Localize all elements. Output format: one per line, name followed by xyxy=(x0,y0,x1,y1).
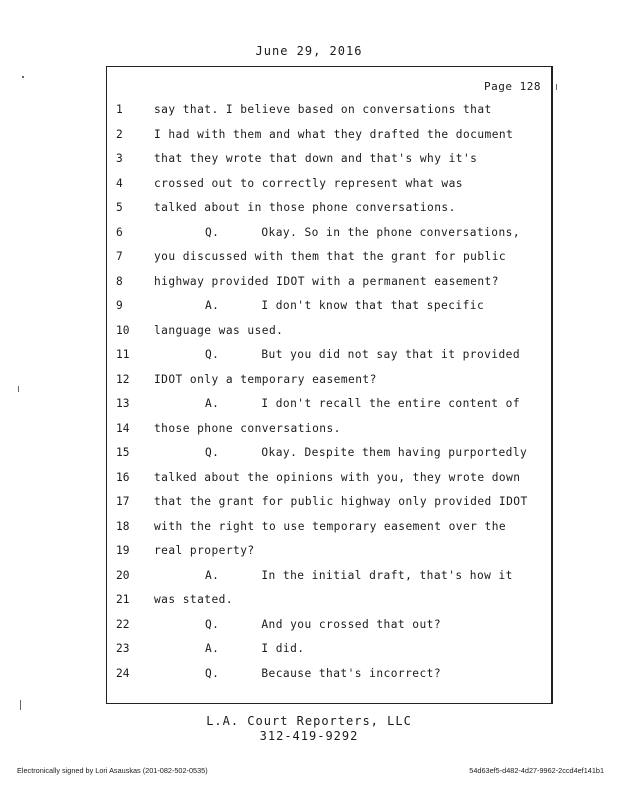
line-text: talked about the opinions with you, they wrote down xyxy=(154,470,521,484)
line-number: 1 xyxy=(116,103,123,116)
line-number: 11 xyxy=(116,348,130,361)
line-text: Okay. Despite them having purportedly xyxy=(261,446,528,459)
speaker-label: A. xyxy=(205,397,220,410)
line-number: 3 xyxy=(116,152,123,165)
transcript-line xyxy=(0,321,560,341)
scan-speck xyxy=(18,386,19,392)
transcript-line xyxy=(0,198,560,218)
transcript-line xyxy=(0,394,560,414)
electronic-signature: Electronically signed by Lori Asauskas (201-082-502-0535) xyxy=(17,766,208,775)
scan-speck xyxy=(556,84,557,90)
scan-speck xyxy=(22,76,24,78)
speaker-line xyxy=(205,296,484,316)
line-text-wrapper xyxy=(154,590,233,610)
line-text-wrapper xyxy=(154,517,506,537)
line-text: was stated. xyxy=(154,593,234,606)
transcript-line xyxy=(0,174,560,194)
transcript-line xyxy=(0,125,560,145)
line-text-wrapper xyxy=(154,125,513,145)
speaker-line xyxy=(205,443,527,463)
line-text: those phone conversations. xyxy=(154,421,341,435)
speaker-label: A. xyxy=(205,299,220,312)
line-number: 21 xyxy=(116,593,130,606)
transcript-line xyxy=(0,419,560,439)
line-text-wrapper xyxy=(154,541,255,561)
speaker-label: A. xyxy=(205,568,220,582)
transcript-line xyxy=(0,664,560,684)
line-text: language was used. xyxy=(154,323,284,337)
line-text: Okay. So in the phone conversations, xyxy=(261,225,521,239)
speaker-line xyxy=(205,345,520,365)
line-text-wrapper xyxy=(154,247,506,267)
speaker-line xyxy=(205,615,441,635)
transcript-line xyxy=(0,615,560,635)
speaker-line xyxy=(205,223,520,243)
line-text: you discussed with them that the grant for public xyxy=(154,250,507,263)
transcript-line xyxy=(0,100,560,120)
line-number: 18 xyxy=(116,519,130,533)
line-number: 5 xyxy=(116,201,123,214)
line-number: 22 xyxy=(116,617,130,631)
transcript-line xyxy=(0,566,560,586)
speaker-label: Q. xyxy=(205,348,220,361)
line-number: 14 xyxy=(116,421,130,435)
speaker-label: Q. xyxy=(205,666,220,680)
reporter-phone: 312-419-9292 xyxy=(259,729,359,743)
transcript-line xyxy=(0,370,560,390)
line-text-wrapper xyxy=(154,272,499,292)
transcript-line xyxy=(0,541,560,561)
reporter-footer xyxy=(0,714,618,744)
line-text: I did. xyxy=(261,642,305,655)
line-number: 19 xyxy=(116,544,130,557)
document-id: 54d63ef5-d482-4d27-9962-2ccd4ef141b1 xyxy=(469,766,604,775)
line-text-wrapper xyxy=(154,492,528,512)
line-number: 2 xyxy=(116,127,123,141)
transcript-line xyxy=(0,517,560,537)
line-text-wrapper xyxy=(154,198,456,218)
line-text-wrapper xyxy=(154,419,341,439)
line-text-wrapper xyxy=(154,100,492,120)
line-number: 15 xyxy=(116,446,130,459)
line-text: talked about in those phone conversations. xyxy=(154,201,456,214)
reporter-company: L.A. Court Reporters, LLC xyxy=(206,714,412,728)
speaker-label: Q. xyxy=(205,446,220,459)
speaker-line xyxy=(205,664,441,684)
transcript-line xyxy=(0,639,560,659)
line-text-wrapper xyxy=(154,174,463,194)
line-text: that the grant for public highway only provided IDOT xyxy=(154,495,528,508)
page-number: Page 128 xyxy=(484,80,541,93)
speaker-label: Q. xyxy=(205,617,220,631)
line-text: In the initial draft, that's how it xyxy=(261,568,513,582)
speaker-line xyxy=(205,639,305,659)
line-number: 12 xyxy=(116,372,130,386)
line-text: And you crossed that out? xyxy=(261,617,442,631)
transcript-line xyxy=(0,590,560,610)
transcript-line xyxy=(0,443,560,463)
line-text-wrapper xyxy=(154,468,520,488)
line-number: 17 xyxy=(116,495,130,508)
line-text-wrapper xyxy=(154,370,377,390)
speaker-line xyxy=(205,394,520,414)
transcript-line xyxy=(0,468,560,488)
transcript-line xyxy=(0,296,560,316)
line-text: But you did not say that it provided xyxy=(261,348,521,361)
line-number: 23 xyxy=(116,642,130,655)
transcript-date: June 29, 2016 xyxy=(255,44,363,58)
line-text: real property? xyxy=(154,544,255,557)
line-text: crossed out to correctly represent what was xyxy=(154,176,463,190)
transcript-line xyxy=(0,223,560,243)
line-number: 16 xyxy=(116,470,130,484)
line-text-wrapper xyxy=(154,321,283,341)
line-number: 24 xyxy=(116,666,130,680)
line-text: I don't know that that specific xyxy=(261,299,485,312)
line-number: 7 xyxy=(116,250,123,263)
line-text: I had with them and what they drafted the document xyxy=(154,127,514,141)
line-text-wrapper xyxy=(154,149,477,169)
line-text: I don't recall the entire content of xyxy=(261,397,521,410)
line-number: 20 xyxy=(116,568,130,582)
line-text: Because that's incorrect? xyxy=(261,666,442,680)
transcript-line xyxy=(0,272,560,292)
speaker-label: A. xyxy=(205,642,220,655)
speaker-line xyxy=(205,566,513,586)
transcript-line xyxy=(0,247,560,267)
line-text: say that. I believe based on conversations that xyxy=(154,103,492,116)
speaker-label: Q. xyxy=(205,225,220,239)
scan-speck xyxy=(20,700,21,710)
line-text: highway provided IDOT with a permanent easement? xyxy=(154,274,499,288)
transcript-line xyxy=(0,345,560,365)
line-number: 4 xyxy=(116,176,123,190)
line-text: IDOT only a temporary easement? xyxy=(154,372,377,386)
transcript-line xyxy=(0,149,560,169)
line-number: 6 xyxy=(116,225,123,239)
line-number: 9 xyxy=(116,299,123,312)
line-number: 8 xyxy=(116,274,123,288)
line-number: 13 xyxy=(116,397,130,410)
line-text: with the right to use temporary easement over the xyxy=(154,519,507,533)
line-text: that they wrote that down and that's why it's xyxy=(154,152,478,165)
line-number: 10 xyxy=(116,323,130,337)
transcript-line xyxy=(0,492,560,512)
